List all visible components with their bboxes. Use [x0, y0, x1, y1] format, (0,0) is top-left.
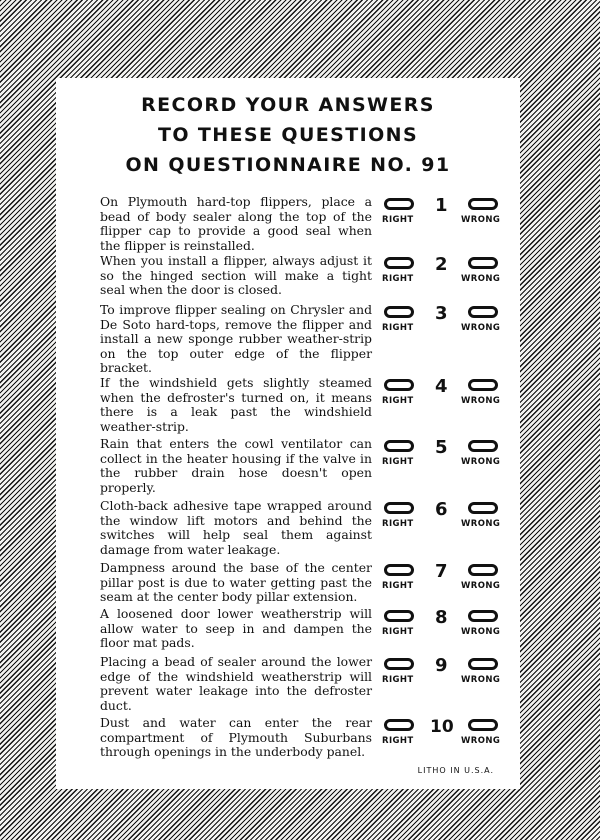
answer-group [380, 376, 520, 415]
wrong-answer-oval[interactable] [468, 564, 498, 576]
wrong-answer-oval[interactable] [468, 719, 498, 731]
wrong-label: WRONG [461, 274, 501, 284]
wrong-answer-oval[interactable] [468, 658, 498, 670]
question-text: When you install a flipper, always adjust it so the hinged section will make a tight seal when the door is closed. [100, 253, 372, 297]
wrong-label: WRONG [461, 396, 501, 406]
right-label: RIGHT [382, 519, 414, 529]
right-label: RIGHT [382, 215, 414, 225]
right-label: RIGHT [382, 323, 414, 333]
title-line-2: TO THESE QUESTIONS [157, 124, 419, 146]
question-text: If the windshield gets slightly steamed when the defroster's turned on, it means there is a leak past the windshield weather-strip. [100, 375, 372, 434]
answer-group [380, 254, 520, 293]
question-number: 5 [435, 437, 448, 458]
question-number: 4 [435, 376, 448, 397]
answer-group [380, 195, 520, 234]
question-number: 2 [435, 254, 448, 275]
wrong-answer-oval[interactable] [468, 379, 498, 391]
question-text: To improve flipper sealing on Chrysler and De Soto hard-tops, remove the flipper and install a new sponge rubber weather-strip on the top outer edge of the flipper bracket. [100, 302, 372, 375]
right-answer-oval[interactable] [384, 502, 414, 514]
right-label: RIGHT [382, 274, 414, 284]
question-text: On Plymouth hard-top flippers, place a bead of body sealer along the top of the flipper cap to provide a good seal when the flipper is reinstalled. [100, 194, 372, 253]
question-number: 10 [430, 717, 454, 737]
right-label: RIGHT [382, 627, 414, 637]
page-title [56, 78, 520, 180]
question-number: 9 [435, 655, 448, 676]
question-number: 1 [435, 195, 448, 216]
wrong-label: WRONG [461, 215, 501, 225]
wrong-answer-oval[interactable] [468, 502, 498, 514]
wrong-label: WRONG [461, 736, 501, 746]
title-line-3: ON QUESTIONNAIRE NO. 91 [125, 154, 451, 176]
right-answer-oval[interactable] [384, 306, 414, 318]
right-answer-oval[interactable] [384, 440, 414, 452]
question-number: 7 [435, 561, 448, 582]
question-text: Placing a bead of sealer around the lower edge of the windshield weatherstrip will prevent water leakage into the defroster duct. [100, 654, 372, 713]
wrong-label: WRONG [461, 323, 501, 333]
question-text: Dampness around the base of the center pillar post is due to water getting past the seam at the center body pillar extension. [100, 560, 372, 604]
question-number: 3 [435, 303, 448, 324]
wrong-label: WRONG [461, 519, 501, 529]
question-text: A loosened door lower weatherstrip will allow water to seep in and dampen the floor mat pads. [100, 606, 372, 650]
right-answer-oval[interactable] [384, 610, 414, 622]
right-answer-oval[interactable] [384, 257, 414, 269]
right-label: RIGHT [382, 396, 414, 406]
answer-group [380, 437, 520, 476]
question-number: 8 [435, 607, 448, 628]
right-label: RIGHT [382, 675, 414, 685]
right-label: RIGHT [382, 457, 414, 467]
title-line-1: RECORD YOUR ANSWERS [141, 94, 435, 116]
right-label: RIGHT [382, 581, 414, 591]
answer-group [380, 303, 520, 342]
wrong-answer-oval[interactable] [468, 306, 498, 318]
question-text: Dust and water can enter the rear compartment of Plymouth Suburbans through openings in the underbody panel. [100, 715, 372, 759]
answer-group [380, 719, 520, 755]
wrong-answer-oval[interactable] [468, 198, 498, 210]
questionnaire-card [56, 78, 520, 789]
right-label: RIGHT [382, 736, 414, 746]
wrong-label: WRONG [461, 581, 501, 591]
question-text: Cloth-back adhesive tape wrapped around the window lift motors and behind the switches will help seal them against damage from water leakage. [100, 498, 372, 557]
wrong-answer-oval[interactable] [468, 610, 498, 622]
question-number: 6 [435, 499, 448, 520]
answer-group [380, 655, 520, 694]
answer-group [380, 561, 520, 600]
answer-group [380, 499, 520, 538]
right-answer-oval[interactable] [384, 658, 414, 670]
right-answer-oval[interactable] [384, 379, 414, 391]
printer-imprint: LITHO IN U.S.A. [417, 766, 494, 775]
wrong-label: WRONG [461, 627, 501, 637]
wrong-label: WRONG [461, 457, 501, 467]
answer-group [380, 607, 520, 646]
right-answer-oval[interactable] [384, 719, 414, 731]
wrong-label: WRONG [461, 675, 501, 685]
wrong-answer-oval[interactable] [468, 257, 498, 269]
wrong-answer-oval[interactable] [468, 440, 498, 452]
question-text: Rain that enters the cowl ventilator can collect in the heater housing if the valve in the rubber drain hose doesn't open properly. [100, 436, 372, 495]
right-answer-oval[interactable] [384, 198, 414, 210]
right-answer-oval[interactable] [384, 564, 414, 576]
